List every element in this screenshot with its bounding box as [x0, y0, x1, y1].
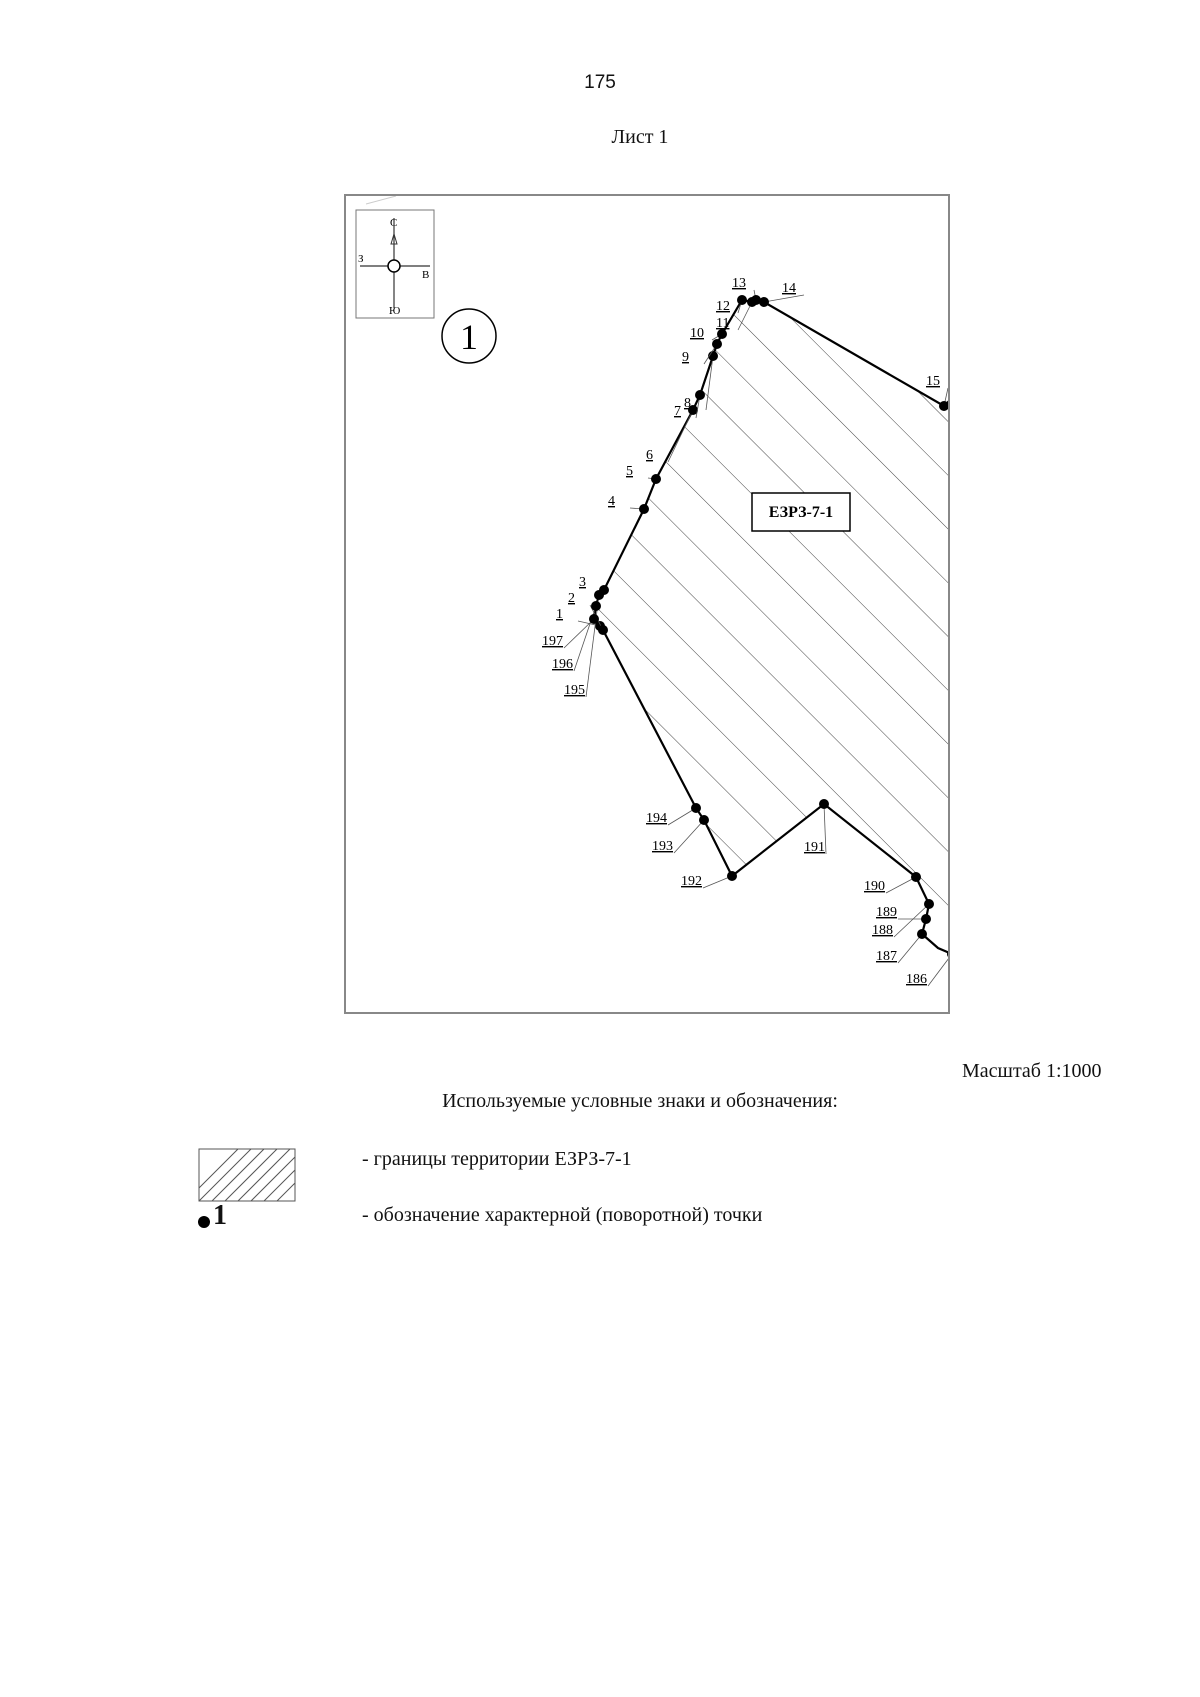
turning-point-label: 195 — [564, 683, 585, 698]
turning-point-dot — [924, 899, 934, 909]
turning-point-dot — [699, 815, 709, 825]
leader-line — [928, 954, 950, 986]
turning-point-label: 1 — [556, 607, 563, 622]
turning-point-label: 8 — [684, 396, 691, 411]
turning-point-5 — [626, 464, 661, 484]
turning-point-14 — [759, 281, 804, 307]
sheet-title: Лист 1 — [611, 126, 669, 148]
turning-point-186 — [906, 949, 950, 987]
page-number: 175 — [584, 72, 616, 93]
legend-title: Используемые условные знаки и обозначения: — [442, 1090, 838, 1112]
turning-point-label: 13 — [732, 276, 746, 291]
map-canvas — [346, 196, 950, 1014]
leader-line — [564, 619, 594, 648]
turning-point-label: 10 — [690, 326, 704, 341]
turning-point-label: 14 — [782, 281, 796, 296]
turning-point-dot — [819, 799, 829, 809]
leader-line — [764, 295, 804, 302]
zone-hatch-area — [594, 300, 950, 954]
turning-point-label: 186 — [906, 972, 927, 987]
turning-point-label: 188 — [872, 923, 893, 938]
sheet-marker-number: 1 — [460, 317, 478, 357]
turning-point-dot — [598, 625, 608, 635]
turning-point-dot — [691, 803, 701, 813]
turning-point-dot — [594, 590, 604, 600]
legend-point-symbol — [196, 1200, 236, 1234]
turning-point-label: 190 — [864, 879, 885, 894]
compass-west: З — [358, 253, 364, 265]
legend-point-number: 1 — [213, 1200, 227, 1231]
turning-point-194 — [646, 803, 701, 826]
turning-point-label: 2 — [568, 591, 575, 606]
turning-point-197 — [542, 614, 599, 649]
turning-point-label: 197 — [542, 634, 563, 649]
turning-point-dot — [759, 297, 769, 307]
turning-point-label: 4 — [608, 494, 615, 509]
turning-point-label: 12 — [716, 299, 730, 314]
compass-north: С — [390, 217, 398, 229]
turning-point-label: 196 — [552, 657, 573, 672]
turning-point-189 — [876, 905, 931, 924]
turning-point-label: 11 — [716, 316, 730, 331]
turning-point-dot — [695, 390, 705, 400]
leader-line — [674, 820, 704, 853]
legend-point-text: - обозначение характерной (поворотной) точки — [362, 1204, 763, 1226]
turning-point-label: 194 — [646, 811, 667, 826]
turning-point-192 — [681, 871, 737, 889]
turning-point-label: 189 — [876, 905, 897, 920]
compass-south: Ю — [389, 305, 401, 317]
turning-point-label: 193 — [652, 839, 673, 854]
turning-point-label: 3 — [579, 575, 586, 590]
sheet-marker — [442, 309, 496, 363]
legend-hatch-text: - границы территории ЕЗРЗ-7-1 — [362, 1148, 632, 1170]
turning-point-label: 6 — [646, 448, 653, 463]
zone-label — [752, 493, 850, 531]
turning-point-label: 5 — [626, 464, 633, 479]
leader-line — [886, 877, 916, 893]
turning-point-dot — [939, 401, 949, 411]
turning-point-label: 7 — [674, 404, 681, 419]
turning-point-190 — [864, 872, 921, 894]
turning-point-dot — [917, 929, 927, 939]
turning-point-label: 191 — [804, 840, 825, 855]
corner-artifact — [366, 196, 396, 204]
zone-label-text: ЕЗРЗ-7-1 — [768, 504, 834, 521]
turning-point-3 — [579, 575, 609, 595]
point-dot-icon — [198, 1216, 210, 1228]
turning-point-dot — [651, 474, 661, 484]
compass-east: В — [422, 269, 430, 281]
turning-point-dot — [639, 504, 649, 514]
compass-rose — [356, 210, 434, 318]
turning-point-dot — [727, 871, 737, 881]
turning-point-4 — [608, 494, 649, 514]
turning-point-dot — [589, 614, 599, 624]
map-frame — [344, 194, 950, 1014]
leader-line — [898, 934, 922, 963]
legend-hatch-symbol — [198, 1148, 296, 1202]
turning-point-dot — [737, 295, 747, 305]
turning-point-dot — [911, 872, 921, 882]
turning-point-label: 9 — [682, 350, 689, 365]
scale-label: Масштаб 1:1000 — [962, 1060, 1102, 1082]
turning-point-dot — [712, 339, 722, 349]
turning-point-label: 187 — [876, 949, 897, 964]
turning-point-dot — [921, 914, 931, 924]
turning-point-label: 192 — [681, 874, 702, 889]
turning-point-label: 15 — [926, 374, 940, 389]
turning-point-dot — [591, 601, 601, 611]
